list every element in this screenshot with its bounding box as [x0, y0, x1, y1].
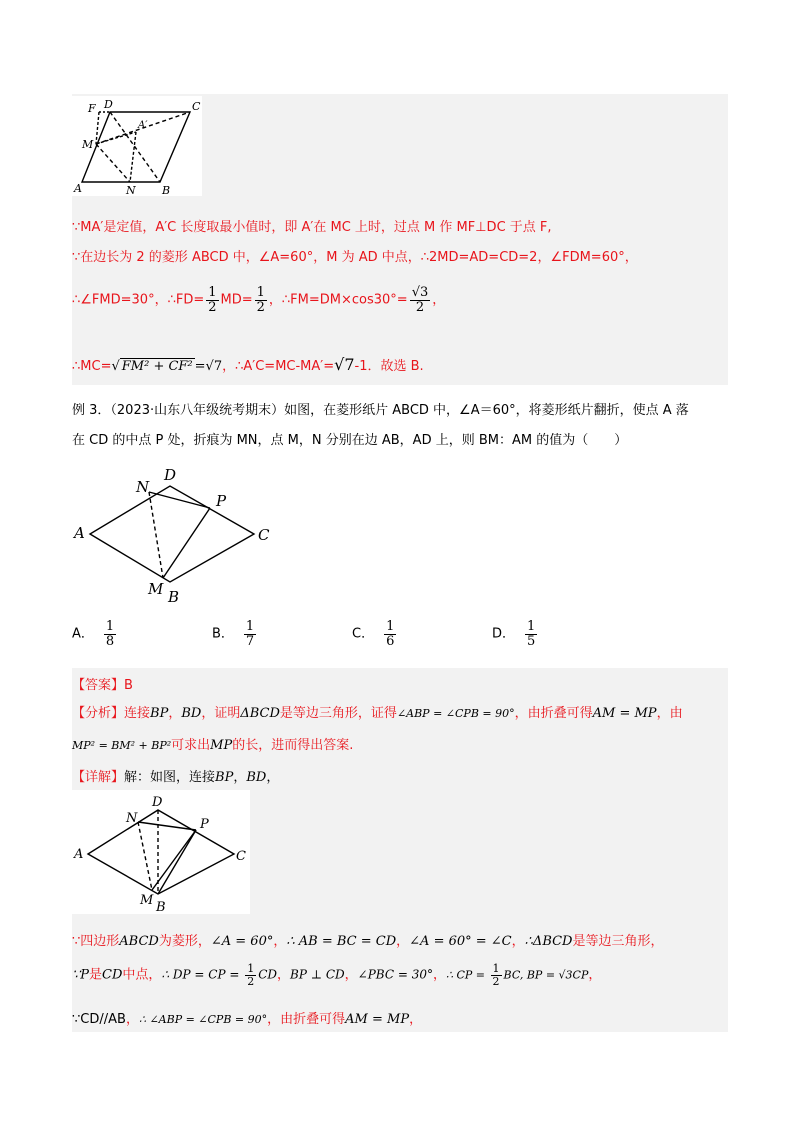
math: ΔBCD — [240, 706, 280, 721]
math: ∴ CP = — [446, 968, 489, 982]
option-c[interactable] — [352, 620, 398, 648]
text: 可求出 — [171, 738, 211, 753]
math: ∠A = 60° — [210, 934, 274, 949]
fraction — [410, 286, 431, 314]
label-a: A — [74, 182, 82, 195]
text: 为菱形， — [158, 934, 211, 949]
figure-rhombus-1 — [72, 96, 202, 196]
option-letter: D． — [492, 626, 516, 642]
numerator: √3 — [411, 285, 429, 300]
label-b: B — [168, 588, 180, 604]
answer-line — [72, 674, 133, 693]
label-p: P — [216, 492, 227, 510]
fraction — [206, 286, 218, 314]
text: ∴MC= — [72, 359, 112, 374]
fraction — [491, 963, 502, 987]
text: ，∴A′C=MC-MA′= — [222, 359, 335, 374]
math: CD — [258, 967, 278, 982]
label-p: P — [200, 817, 209, 832]
text: ，∴FM=DM×cos30°= — [268, 292, 408, 308]
label-c: C — [236, 849, 246, 864]
numerator: 1 — [527, 619, 536, 634]
math: AM = MP — [345, 1012, 410, 1027]
text: -1．故选 B. — [354, 359, 424, 374]
answer-value: B — [124, 678, 133, 693]
text: ， — [233, 770, 247, 785]
math: ∵CD//AB — [72, 1012, 126, 1027]
example3-line2: 在 CD 的中点 P 处，折痕为 MN，点 M，N 分别在边 AB，AD 上，则 BM：AM 的值为（ ） — [72, 433, 628, 448]
math: BD — [246, 770, 267, 785]
text: ， — [344, 967, 358, 983]
figure-3-svg — [72, 790, 250, 914]
detail-tag: 【详解】 — [72, 770, 125, 785]
text: 的长，进而得出答案. — [232, 738, 354, 753]
label-b: B — [162, 184, 171, 196]
label-n: N — [136, 478, 150, 496]
text: ，由 — [656, 706, 683, 721]
solution1-line4 — [72, 355, 424, 374]
denominator: 5 — [527, 633, 536, 649]
text: ，证明 — [201, 706, 241, 721]
math: BP — [150, 706, 169, 721]
text: ， — [125, 1012, 139, 1027]
text: 连接 — [124, 706, 151, 721]
math: AM = MP — [592, 706, 657, 721]
text: ， — [432, 967, 446, 983]
label-d: D — [164, 466, 177, 484]
text: ， — [396, 934, 410, 949]
denominator: 2 — [208, 299, 217, 315]
denominator: 7 — [245, 633, 255, 649]
label-m: M — [140, 893, 154, 908]
example3-line1 — [72, 399, 689, 418]
solution2-line3 — [72, 1008, 422, 1027]
text: √7 — [334, 355, 355, 374]
detail-line — [72, 766, 279, 785]
math: BP — [215, 770, 234, 785]
text: ， — [273, 934, 287, 949]
denominator: 2 — [247, 974, 255, 988]
segment-nm — [138, 822, 152, 890]
denominator: 2 — [256, 299, 265, 315]
option-letter: A． — [72, 626, 94, 642]
segment-an — [130, 132, 136, 182]
math: MP — [210, 738, 233, 753]
math: ∴ AB = BC = CD — [286, 934, 397, 949]
math: ∴ΔBCD — [524, 934, 573, 949]
option-d[interactable] — [492, 620, 539, 648]
text: ，由折叠可得 — [267, 1012, 346, 1027]
text: ， — [511, 934, 525, 949]
solution1-line3 — [72, 286, 445, 314]
text: ，由折叠可得 — [514, 706, 593, 721]
label-a-prime: A′ — [138, 120, 148, 131]
analysis-line2 — [72, 734, 353, 753]
text: ， — [588, 967, 602, 983]
solution1-line1: ∵MA′是定值，A′C 长度取最小值时，即 A′在 MC 上时，过点 M 作 MF⊥DC 于点 F, — [72, 220, 552, 235]
denominator: 6 — [386, 633, 395, 649]
fraction — [244, 620, 256, 648]
label-m: M — [82, 138, 94, 151]
segment-db — [110, 112, 160, 182]
segment-np — [149, 492, 210, 508]
fraction — [255, 286, 267, 314]
example-label: 例 3． — [72, 403, 111, 418]
text: ∵四边形 — [72, 934, 120, 949]
math: ∴ ∠ABP = ∠CPB = 90° — [138, 1013, 268, 1026]
label-b: B — [156, 900, 166, 914]
radicand: FM² + CF² — [121, 359, 193, 374]
fraction — [525, 620, 537, 648]
segment-mn — [96, 144, 130, 182]
numerator: 1 — [245, 619, 255, 634]
text: 是 — [89, 967, 103, 983]
figure-rhombus-2 — [72, 462, 282, 604]
math: ∴ DP = CP = — [161, 967, 244, 982]
numerator: 1 — [208, 285, 217, 300]
label-c: C — [192, 100, 201, 113]
option-b[interactable] — [212, 620, 258, 648]
rhombus-outline — [90, 486, 254, 582]
fraction — [384, 620, 396, 648]
rhombus-outline — [88, 810, 234, 894]
answer-tag: 【答案】 — [72, 678, 125, 693]
solution2-line1 — [72, 930, 664, 949]
solution2-line2 — [72, 963, 601, 987]
math: BP ⊥ CD — [290, 967, 345, 982]
text: 中点， — [122, 967, 162, 983]
label-a: A — [74, 524, 85, 542]
label-d: D — [104, 98, 113, 111]
option-letter: B． — [212, 626, 234, 642]
math: MP² = BM² + BP² — [72, 739, 172, 752]
fraction — [245, 963, 256, 987]
label-d: D — [152, 795, 163, 810]
text: 是等边三角形，证得 — [279, 706, 397, 721]
text: ， — [277, 967, 291, 983]
math: ∠PBC = 30° — [357, 967, 433, 982]
segment-np — [138, 822, 196, 830]
text: ， — [168, 706, 182, 721]
math: ∠ABP = ∠CPB = 90° — [396, 707, 515, 720]
text: ， — [409, 1012, 423, 1027]
numerator: 1 — [492, 962, 500, 975]
figure-1-svg — [72, 96, 202, 196]
figure-2-svg — [72, 462, 282, 604]
label-n: N — [126, 184, 136, 196]
denominator: 8 — [105, 633, 115, 649]
text: ， — [266, 770, 280, 785]
text: ∴∠FMD=30°，∴FD= — [72, 292, 205, 308]
solution1-line2: ∵在边长为 2 的菱形 ABCD 中，∠A=60°，M 为 AD 中点，∴2MD=AD=CD=2，∠FDM=60°， — [72, 250, 638, 265]
text: =√7 — [194, 359, 223, 374]
segment-nm — [149, 492, 163, 578]
label-a: A — [74, 847, 84, 862]
math: BC, BP = √3CP — [503, 968, 589, 982]
analysis-line1 — [72, 702, 683, 721]
text: 是等边三角形， — [572, 934, 664, 949]
option-letter: C． — [352, 626, 375, 642]
numerator: 1 — [256, 285, 265, 300]
text: MD= — [220, 292, 253, 308]
numerator: 1 — [386, 619, 395, 634]
math: ABCD — [119, 934, 159, 949]
denominator: 2 — [492, 974, 500, 988]
analysis-tag: 【分析】 — [72, 706, 125, 721]
numerator: 1 — [247, 962, 255, 975]
label-m: M — [148, 580, 164, 598]
math: ∵P — [72, 967, 90, 983]
option-a[interactable] — [72, 620, 118, 648]
math: ∠A = 60° = ∠C — [409, 934, 512, 949]
denominator: 2 — [415, 299, 425, 315]
numerator: 1 — [105, 619, 115, 634]
text: （2023·山东八年级统考期末）如图，在菱形纸片 ABCD 中，∠A＝60°，将菱形纸片翻折，使点 A 落 — [110, 403, 689, 418]
label-f: F — [88, 102, 96, 115]
sqrt-expression: √ FM² + CF² — [111, 359, 193, 374]
math: CD — [102, 967, 123, 983]
text: ， — [432, 292, 446, 308]
math: BD — [181, 706, 202, 721]
text: 解：如图，连接 — [124, 770, 216, 785]
label-c: C — [258, 526, 270, 544]
segment-pm — [163, 508, 210, 578]
fraction — [104, 620, 116, 648]
figure-rhombus-3 — [72, 790, 250, 914]
label-n: N — [126, 811, 138, 826]
